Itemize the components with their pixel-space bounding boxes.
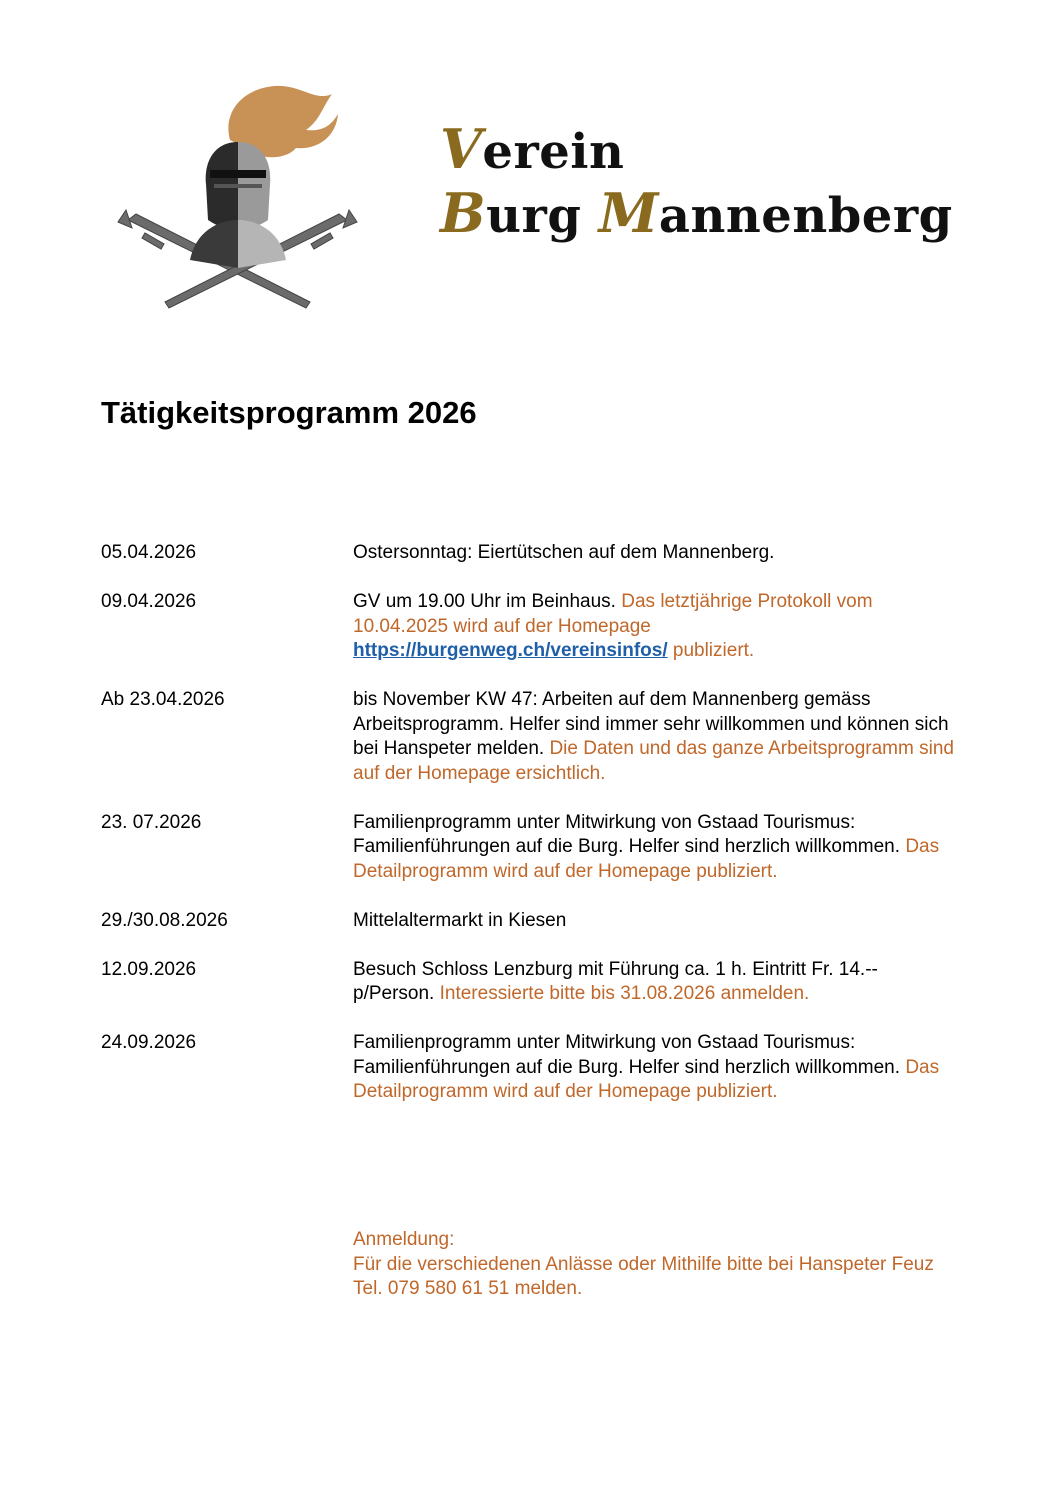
registration-label: Anmeldung: (353, 1229, 455, 1250)
program-list (101, 541, 961, 1129)
entry-highlight: Interessierte bitte bis 31.08.2026 anmelden. (439, 983, 810, 1004)
entry-description (353, 909, 959, 934)
program-entry (101, 688, 961, 786)
program-entry (101, 811, 961, 885)
entry-description (353, 688, 959, 786)
entry-text: GV um 19.00 Uhr im Beinhaus. (353, 591, 622, 612)
registration-note (353, 1228, 959, 1302)
entry-date: 05.04.2026 (101, 542, 197, 563)
registration-text: Für die verschiedenen Anlässe oder Mithilfe bitte bei Hanspeter Feuz Tel. 079 580 61 51 melden. (353, 1253, 934, 1299)
entry-date: Ab 23.04.2026 (101, 689, 225, 710)
entry-highlight: Das Detailprogramm wird auf der Homepage publiziert. (353, 836, 940, 882)
entry-date: 09.04.2026 (101, 591, 197, 612)
entry-description (353, 811, 959, 885)
association-title (440, 118, 953, 245)
entry-date: 29./30.08.2026 (101, 909, 228, 931)
entry-text: Mittelaltermarkt in Kiesen (353, 909, 567, 931)
entry-text: bis November KW 47: Arbeiten auf dem Mannenberg gemäss Arbeitsprogramm. Helfer sind immer sehr willkommen und können sich bei Hanspeter melden. (353, 689, 949, 759)
program-entry (101, 958, 961, 1007)
title-line-burg (440, 182, 953, 246)
helmet-icon (190, 142, 286, 268)
title-line-verein (440, 118, 953, 182)
entry-date: 23. 07.2026 (101, 811, 202, 833)
title-initial: V (440, 117, 483, 181)
program-entry (101, 909, 961, 934)
entry-date: 12.09.2026 (101, 958, 197, 980)
entry-text: Familienprogramm unter Mitwirkung von Gstaad Tourismus: Familienführungen auf die Burg. Helfer sind herzlich willkommen. (353, 811, 906, 857)
entry-description (353, 1031, 959, 1105)
entry-text: Familienprogramm unter Mitwirkung von Gstaad Tourismus: Familienführungen auf die Burg. Helfer sind herzlich willkommen. (353, 1032, 906, 1078)
program-entry (101, 590, 961, 664)
title-text: urg (486, 187, 599, 244)
entry-description (353, 541, 959, 566)
title-initial: B (440, 180, 487, 245)
entry-description (353, 590, 959, 664)
entry-highlight: Die Daten und das ganze Arbeitsprogramm sind auf der Homepage ersichtlich. (353, 738, 954, 784)
entry-text: Ostersonntag: Eiertütschen auf dem Mannenberg. (353, 542, 775, 563)
title-initial: M (598, 180, 659, 245)
title-text: annenberg (658, 187, 953, 244)
knight-logo-icon (110, 80, 365, 315)
entry-description (353, 958, 959, 1007)
entry-highlight: Das letztjährige Protokoll vom 10.04.2025 wird auf der Homepage (353, 591, 873, 637)
homepage-link[interactable]: https://burgenweg.ch/vereinsinfos/ (353, 640, 668, 661)
program-entry (101, 541, 961, 566)
title-text: erein (482, 124, 625, 180)
entry-highlight: Das Detailprogramm wird auf der Homepage publiziert. (353, 1056, 940, 1102)
page-title: Tätigkeitsprogramm 2026 (101, 395, 477, 430)
entry-date: 24.09.2026 (101, 1032, 197, 1053)
entry-text: Besuch Schloss Lenzburg mit Führung ca. 1 h. Eintritt Fr. 14.-- p/Person. (353, 958, 878, 1004)
program-entry (101, 1031, 961, 1105)
entry-highlight: publiziert. (667, 640, 755, 661)
